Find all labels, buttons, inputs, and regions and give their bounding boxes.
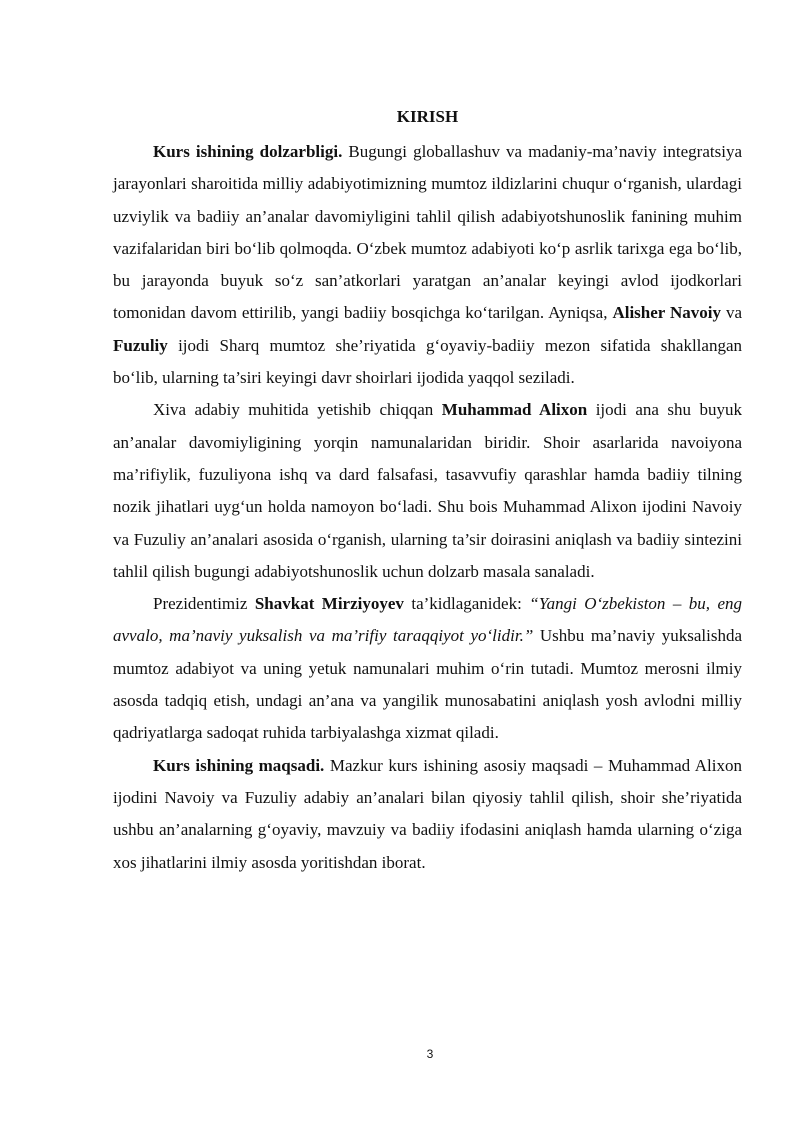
section-heading: KIRISH bbox=[396, 107, 459, 126]
author-name: Fuzuliy bbox=[113, 335, 168, 355]
paragraph-relevance bbox=[113, 136, 742, 394]
author-name: Muhammad Alixon bbox=[441, 400, 588, 420]
paragraph-text: Xiva adabiy muhitida yetishib chiqqan bbox=[153, 400, 442, 420]
paragraph-text: Prezidentimiz bbox=[153, 594, 255, 614]
paragraph-text: ijodi Sharq mumtoz she’riyatida g‘oyaviy-badiiy mezon sifatida shakllangan bo‘lib, ularning ta’siri keyingi davr shoirlari ijodida yaqqol seziladi. bbox=[113, 335, 742, 388]
paragraph-text: ijodi ana shu buyuk an’analar davomiyligining yorqin namunalaridan biridir. Shoir asarlarida navoiyona ma’rifiylik, fuzuliyona ishq va dard falsafasi, tasavvufiy qarashlar hamda badiiy tilning nozik jihatlari uyg‘un holda namoyon bo‘ladi. Shu bois Muhammad Alixon ijodini Navoiy va Fuzuliy an’analari asosida o‘rganish, ularning ta’sir doirasini aniqlash va badiiy sintezini tahlil qilish bugungi adabiyotshunoslik uchun dolzarb masala sanaladi. bbox=[113, 400, 742, 581]
paragraph-text: va bbox=[721, 303, 743, 323]
paragraph-text: Mazkur kurs ishining asosiy maqsadi – Muhammad Alixon ijodini Navoiy va Fuzuliy adabiy an’analari bilan qiyosiy tahlil qilish, shoir she’riyatida ushbu an’analarning g‘oyaviy, mavzuiy va badiiy ifodasini aniqlash hamda ularning o‘ziga xos jihatlarini ilmiy asosda yoritishdan iborat. bbox=[113, 755, 742, 872]
quote-text: “Yangi O‘zbekiston – bu, eng avvalo, ma’naviy yuksalish va ma’rifiy taraqqiyot yo‘lidir.” bbox=[113, 594, 742, 646]
goal-label: Kurs ishining maqsadi. bbox=[153, 755, 325, 775]
relevance-label: Kurs ishining dolzarbligi. bbox=[153, 142, 343, 161]
paragraph-goal bbox=[113, 750, 742, 879]
paragraph-khiva bbox=[113, 394, 742, 588]
page-number: 3 bbox=[426, 1047, 434, 1061]
paragraph-text: Ushbu ma’naviy yuksalishda mumtoz adabiyot va uning yetuk namunalari muhim o‘rin tutadi. Mumtoz merosni ilmiy asosda tadqiq etish, undagi an’ana va yangilik munosabatini aniqlash yosh avlodni milliy qadriyatlarga sadoqat ruhida tarbiyalashga xizmat qiladi. bbox=[113, 626, 743, 743]
person-name: Shavkat Mirziyoyev bbox=[254, 594, 404, 614]
paragraph-president-quote bbox=[113, 588, 742, 749]
paragraph-text: Bugungi globallashuv va madaniy-ma’naviy integratsiya jarayonlari sharoitida milliy adabiyotimizning mumtoz ildizlarini chuqur o‘rganish, ulardagi uzviylik va badiiy an’analar davomiyligini tahlil qilish adabiyotshunoslik fanining muhim vazifalaridan biri bo‘lib qolmoqda. O‘zbek mumtoz adabiyoti ko‘p asrlik tarixga ega bo‘lib, bu jarayonda buyuk so‘z san’atkorlari yaratgan an’analar keyingi avlod ijodkorlari tomonidan davom ettirilib, yangi badiiy bosqichga ko‘tarilgan. Ayniqsa, bbox=[113, 142, 742, 323]
document-body bbox=[113, 136, 742, 879]
author-name: Alisher Navoiy bbox=[612, 303, 721, 323]
paragraph-text: ta’kidlaganidek: bbox=[403, 594, 530, 614]
